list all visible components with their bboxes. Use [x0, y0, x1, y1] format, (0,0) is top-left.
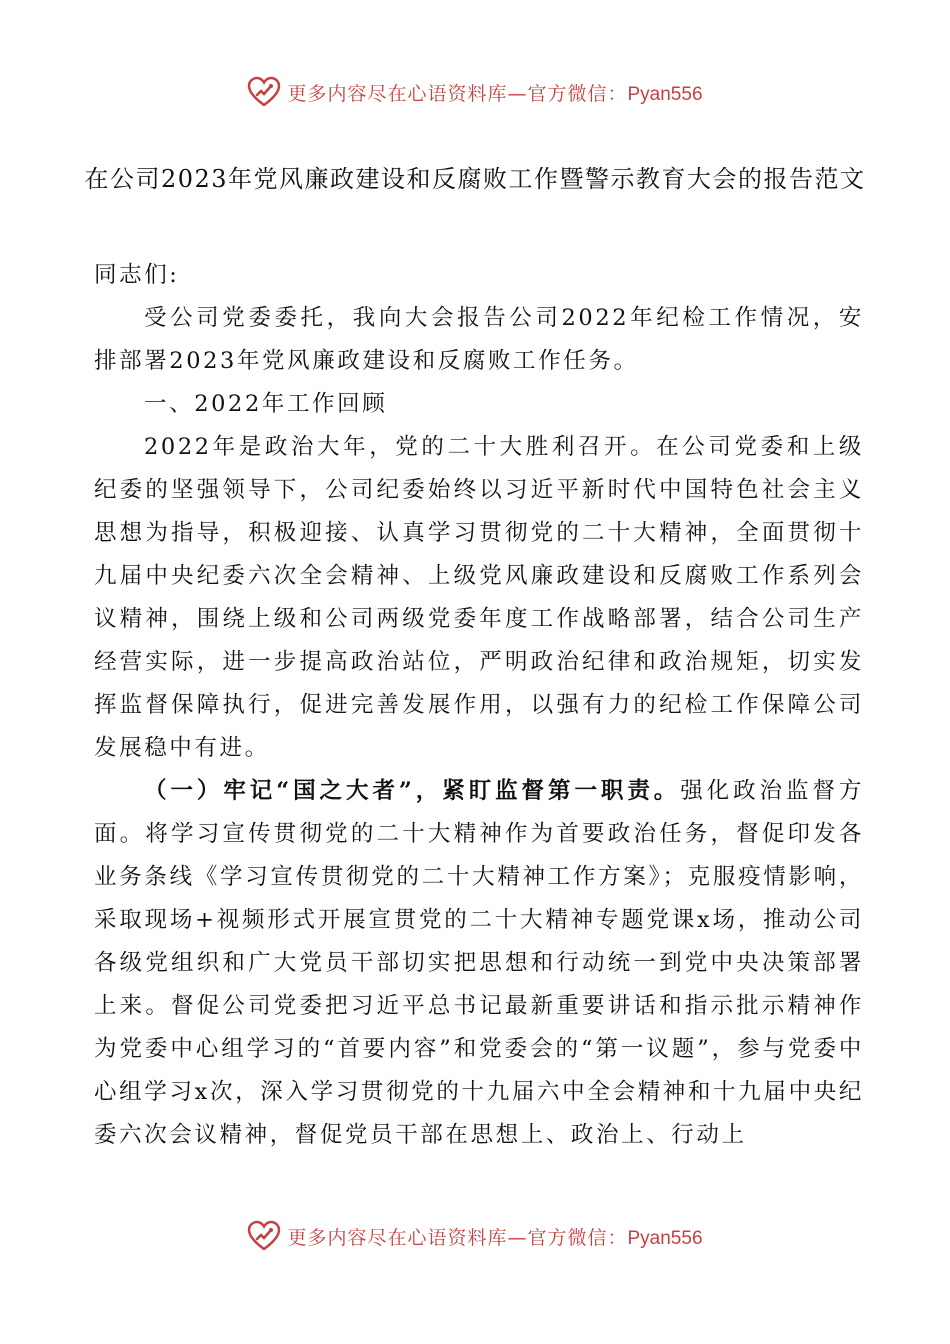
watermark-text: 更多内容尽在心语资料库—官方微信：Pyan556 — [287, 1226, 703, 1249]
watermark-text: 更多内容尽在心语资料库—官方微信：Pyan556 — [287, 82, 703, 105]
review-paragraph: 2022年是政治大年，党的二十大胜利召开。在公司党委和上级纪委的坚强领导下，公司纪委始终以习近平新时代中国特色社会主义思想为指导，积极迎接、认真学习贯彻党的二十大精神，全面贯彻十九届中央纪委六次全会精神、上级党风廉政建设和反腐败工作系列会议精神，围绕上级和公司两级党委年度工作战略部署，结合公司生产经营实际，进一步提高政治站位，严明政治纪律和政治规矩，切实发挥监督保障执行，促进完善发展作用，以强有力的纪检工作保障公司发展稳中有进。 — [94, 434, 864, 761]
watermark-banner-bottom — [0, 1216, 950, 1256]
intro-paragraph: 受公司党委委托，我向大会报告公司2022年纪检工作情况，安排部署2023年党风廉政建设和反腐败工作任务。 — [94, 305, 864, 374]
document-title: 在公司2023年党风廉政建设和反腐败工作暨警示教育大会的报告范文 — [84, 165, 866, 193]
document-body — [94, 254, 864, 1157]
section-1-body: 强化政治监督方面。将学习宣传贯彻党的二十大精神作为首要政治任务，督促印发各业务条线《学习宣传贯彻党的二十大精神工作方案》；克服疫情影响，采取现场+视频形式开展宣贯党的二十大精神专题党课x场，推动公司各级党组织和广大党员干部切实把思想和行动统一到党中央决策部署上来。督促公司党委把习近平总书记最新重要讲话和指示批示精神作为党委中心组学习的“首要内容”和党委会的“第一议题”，参与党委中心组学习x次，深入学习贯彻党的十九届六中全会精神和十九届中央纪委六次会议精神，督促党员干部在思想上、政治上、行动上 — [94, 778, 864, 1148]
salutation: 同志们: — [94, 262, 180, 288]
heart-logo-icon — [247, 1219, 281, 1253]
section-heading: 一、2022年工作回顾 — [144, 391, 388, 417]
watermark-banner-top — [0, 72, 950, 112]
heart-logo-icon — [247, 75, 281, 109]
section-1-heading: （一）牢记“国之大者”，紧盯监督第一职责。 — [144, 778, 681, 804]
section-1-paragraph — [94, 770, 864, 1157]
